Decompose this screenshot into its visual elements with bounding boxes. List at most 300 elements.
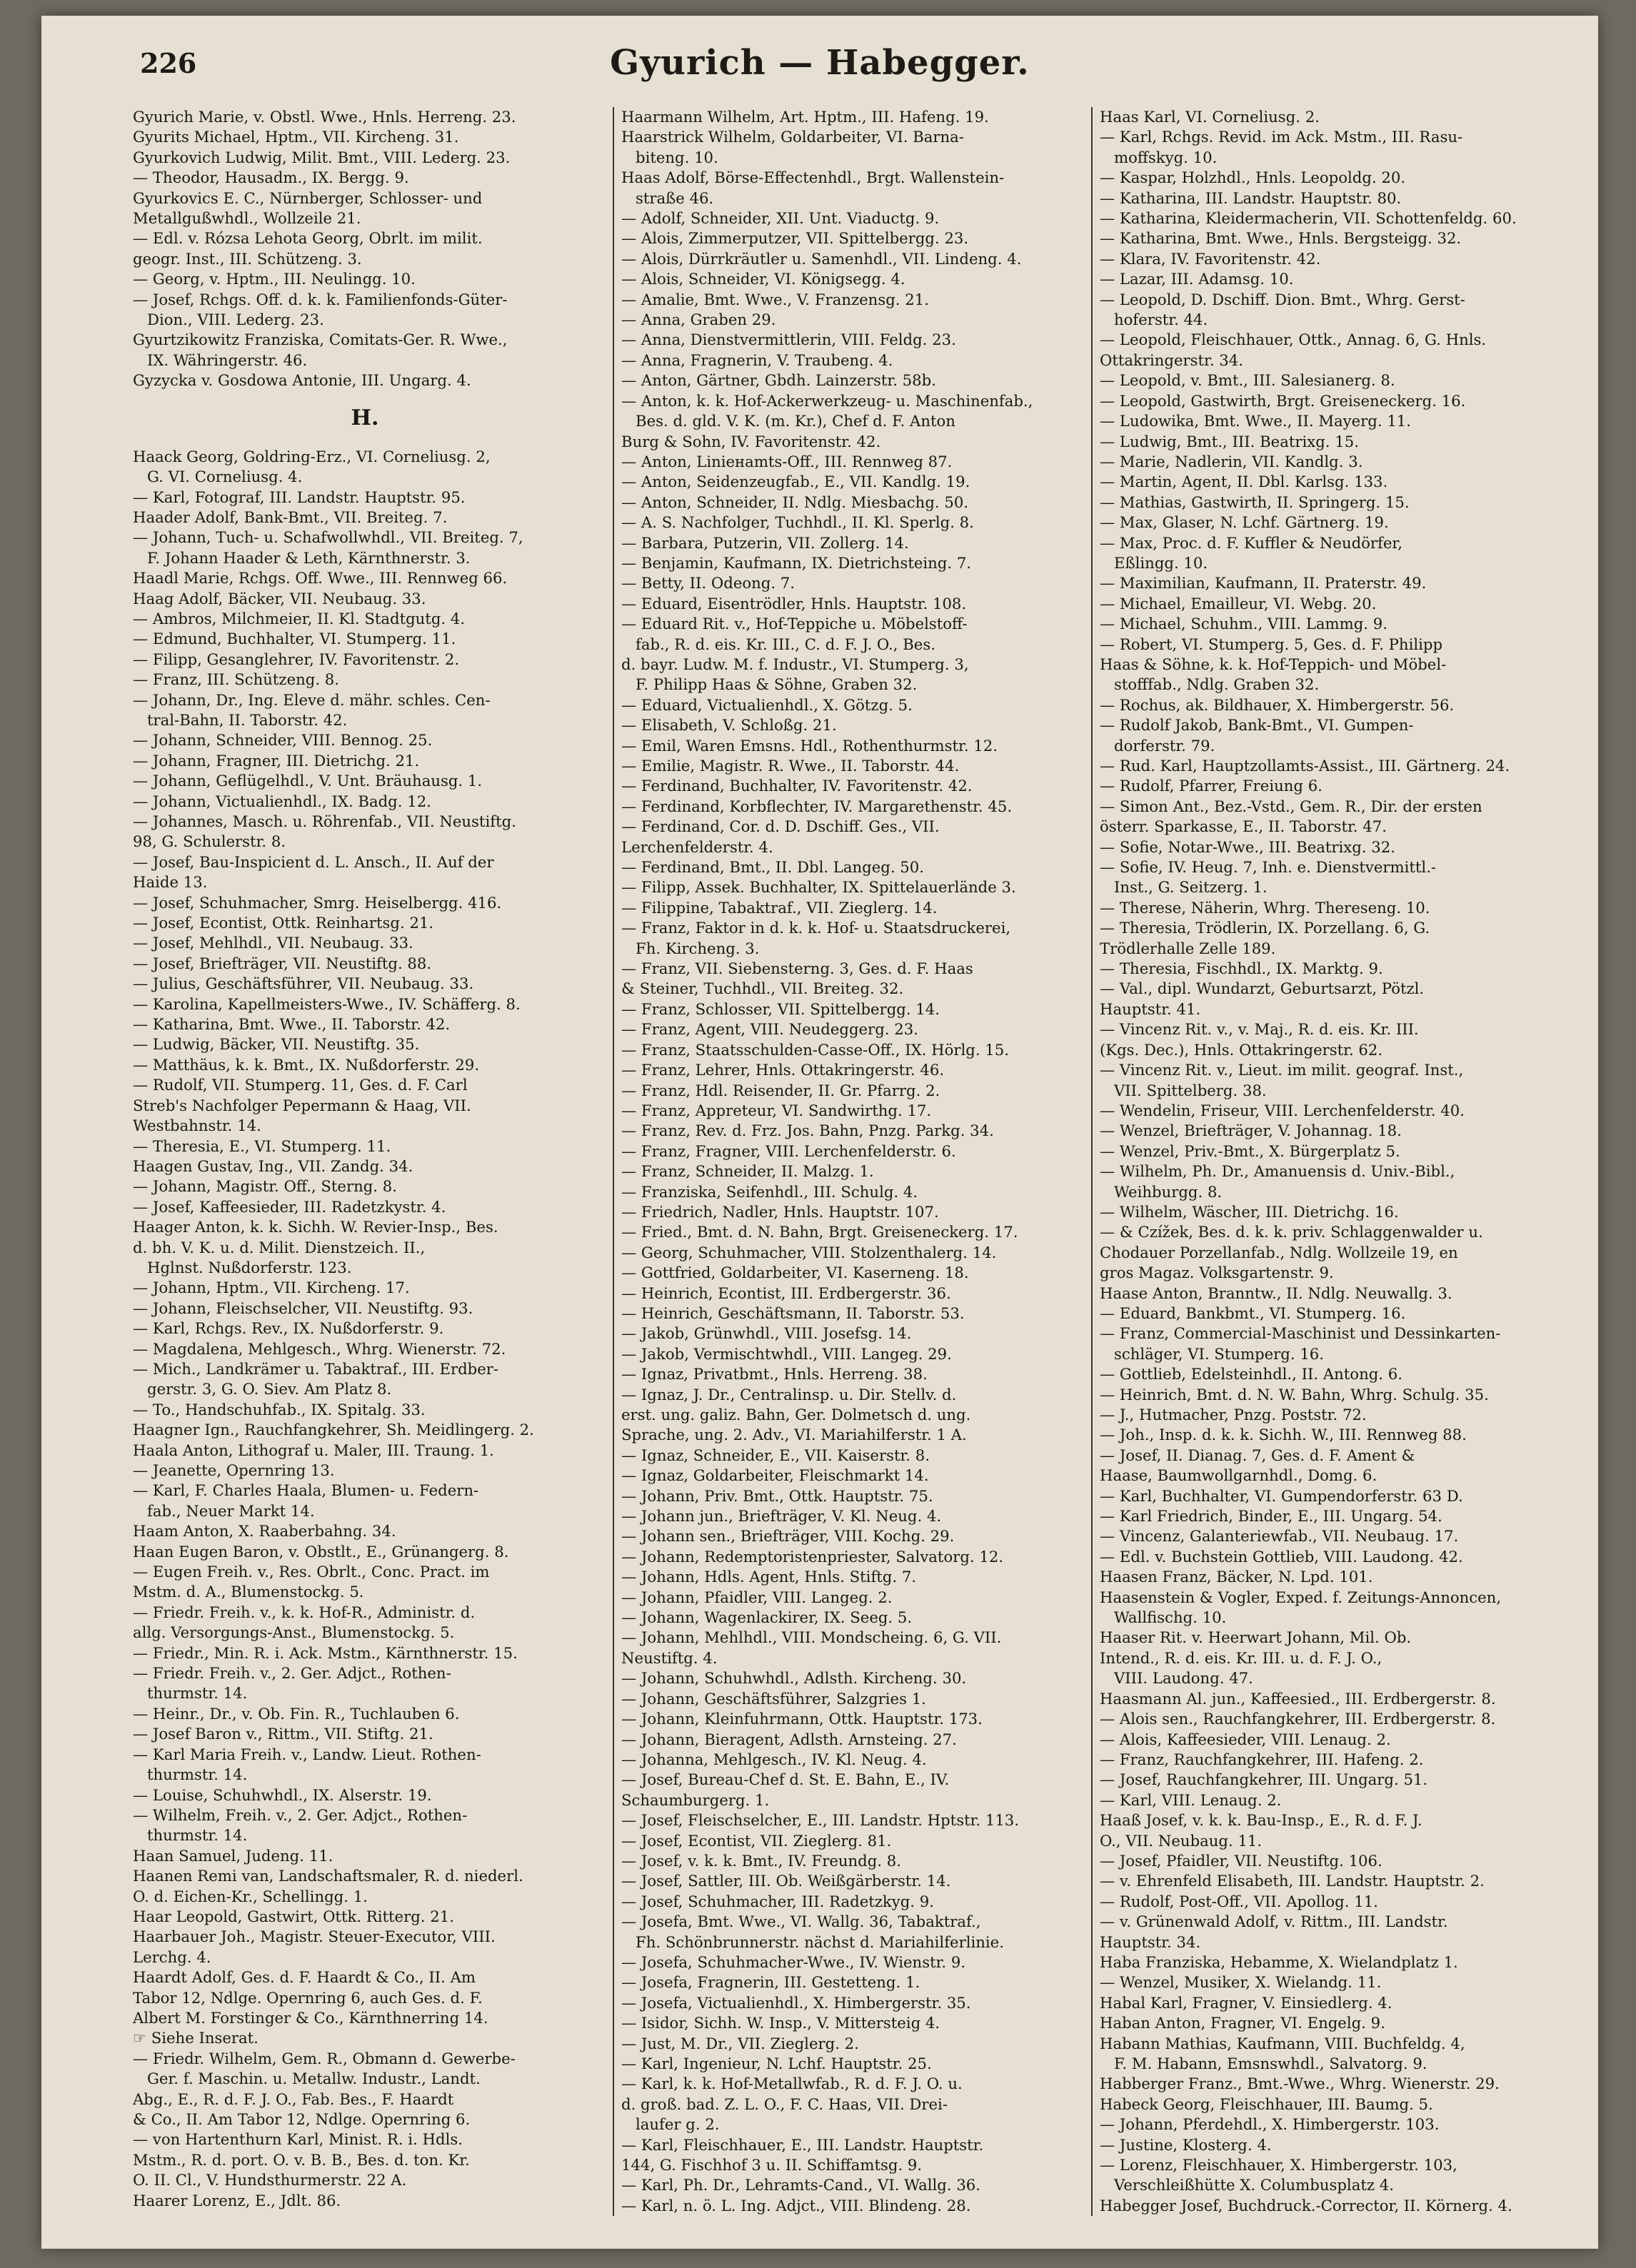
directory-line: Haager Anton, k. k. Sichh. W. Revier-Insp., Bes.	[133, 1218, 498, 1236]
directory-line: — Katharina, Bmt. Wwe., II. Taborstr. 42.	[133, 1015, 451, 1034]
directory-line: — Johann jun., Briefträger, V. Kl. Neug. 4.	[621, 1507, 942, 1526]
directory-line: — Franz, Faktor in d. k. k. Hof- u. Staatsdruckerei,	[621, 919, 1011, 937]
directory-line: Hauptstr. 41.	[1100, 999, 1201, 1018]
directory-line: — Ignaz, Schneider, E., VII. Kaiserstr. 8.	[621, 1446, 930, 1464]
column-right	[1091, 107, 1561, 2216]
directory-line: Haaß Josef, v. k. k. Bau-Insp., E., R. d. F. J.	[1100, 1811, 1422, 1830]
directory-line: — Johanna, Mehlgesch., IV. Kl. Neug. 4.	[621, 1750, 927, 1768]
directory-line: — Eduard, Eisentrödler, Hnls. Hauptstr. 108.	[621, 594, 967, 613]
directory-line: — Johann, Hdls. Agent, Hnls. Stiftg. 7.	[621, 1568, 917, 1586]
directory-line: — Josef, Schuhmacher, Smrg. Heiselbergg. 416.	[133, 893, 502, 912]
directory-line: Haan Samuel, Judeng. 11.	[133, 1846, 333, 1865]
directory-line: — Josef, Kaffeesieder, III. Radetzkystr. 4.	[133, 1197, 446, 1216]
directory-line: — Filipp, Gesanglehrer, IV. Favoritenstr. 2.	[133, 650, 460, 668]
directory-line: Haarer Lorenz, E., Jdlt. 86.	[133, 2191, 341, 2209]
directory-line: — Sofie, Notar-Wwe., III. Beatrixg. 32.	[1100, 837, 1395, 856]
directory-line: 144, G. Fischhof 3 u. II. Schiffamtsg. 9.	[621, 2156, 923, 2174]
directory-line: — Eduard, Bankbmt., VI. Stumperg. 16.	[1100, 1304, 1406, 1322]
directory-line: Haas Karl, VI. Corneliusg. 2.	[1100, 108, 1320, 126]
directory-line: — Josefa, Victualienhdl., X. Himbergerstr. 35.	[621, 1993, 971, 2012]
directory-line: schläger, VI. Stumperg. 16.	[1114, 1344, 1325, 1363]
directory-line: — Ferdinand, Korbflechter, IV. Margarethenstr. 45.	[621, 797, 1013, 815]
directory-line: Haadl Marie, Rchgs. Off. Wwe., III. Rennweg 66.	[133, 569, 508, 588]
directory-line: — Leopold, D. Dschiff. Dion. Bmt., Whrg. Gerst-	[1100, 290, 1465, 308]
directory-line: — Theresia, E., VI. Stumperg. 11.	[133, 1136, 391, 1155]
directory-line: — Josef, Briefträger, VII. Neustiftg. 88.	[133, 954, 432, 972]
directory-line: Haasenstein & Vogler, Exped. f. Zeitungs-Annoncen,	[1100, 1588, 1502, 1606]
directory-line: Fh. Schönbrunnerstr. nächst d. Mariahilferlinie.	[636, 1932, 1004, 1951]
directory-line: — Jakob, Grünwhdl., VIII. Josefsg. 14.	[621, 1324, 912, 1343]
directory-line: — Jeanette, Opernring 13.	[133, 1461, 335, 1479]
directory-line: — Ignaz, Goldarbeiter, Fleischmarkt 14.	[621, 1466, 929, 1485]
directory-line: — Gottlieb, Edelsteinhdl., II. Antong. 6.	[1100, 1365, 1402, 1384]
directory-line: — Johann, Geschäftsführer, Salzgries 1.	[621, 1689, 926, 1708]
directory-line: — Johann, Bieragent, Adlsth. Arnsteing. 27.	[621, 1730, 957, 1748]
directory-line: IX. Währingerstr. 46.	[147, 351, 308, 369]
directory-line: — Theresia, Trödlerin, IX. Porzellang. 6, G.	[1100, 919, 1430, 937]
directory-line: — & Czížek, Bes. d. k. k. priv. Schlaggenwalder u.	[1100, 1223, 1483, 1241]
directory-line: — Rudolf, Pfarrer, Freiung 6.	[1100, 777, 1323, 795]
directory-line: Albert M. Forstinger & Co., Kärnthnerring 14.	[133, 2008, 488, 2027]
directory-line: Metallgußwhdl., Wollzeile 21.	[133, 209, 361, 228]
directory-line: — Benjamin, Kaufmann, IX. Dietrichsteing. 7.	[621, 553, 972, 572]
directory-line: — Rudolf Jakob, Bank-Bmt., VI. Gumpen-	[1100, 716, 1414, 735]
directory-line: — Franziska, Seifenhdl., III. Schulg. 4.	[621, 1182, 918, 1201]
directory-line: Ger. f. Maschin. u. Metallw. Industr., Landt.	[147, 2070, 481, 2088]
directory-line: (Kgs. Dec.), Hnls. Ottakringerstr. 62.	[1100, 1040, 1383, 1059]
page-number: 226	[140, 47, 197, 79]
directory-line: — Elisabeth, V. Schloßg. 21.	[621, 716, 837, 735]
directory-line: 98, G. Schulerstr. 8.	[133, 832, 286, 851]
directory-line: d. bh. V. K. u. d. Milit. Dienstzeich. II.,	[133, 1238, 426, 1256]
directory-line: d. bayr. Ludw. M. f. Industr., VI. Stumperg. 3,	[621, 655, 969, 673]
directory-line: — Katharina, Bmt. Wwe., Hnls. Bergsteigg. 32.	[1100, 229, 1462, 248]
directory-line: Gyurich Marie, v. Obstl. Wwe., Hnls. Herreng. 23.	[133, 108, 516, 126]
directory-line: dorferstr. 79.	[1114, 736, 1215, 755]
directory-line: Hglnst. Nußdorferstr. 123.	[147, 1258, 352, 1276]
directory-line: — Alois, Zimmerputzer, VII. Spittelbergg. 23.	[621, 229, 969, 248]
directory-line: Tabor 12, Ndlge. Opernring 6, auch Ges. d. F.	[133, 1988, 483, 2007]
directory-line: — Josefa, Fragnerin, III. Gestetteng. 1.	[621, 1973, 920, 1992]
directory-line: — Friedrich, Nadler, Hnls. Hauptstr. 107.	[621, 1202, 939, 1221]
directory-line: — Martin, Agent, II. Dbl. Karlsg. 133.	[1100, 473, 1388, 491]
directory-line: Haarstrick Wilhelm, Goldarbeiter, VI. Barna-	[621, 128, 964, 146]
directory-line: — Karl, Fotograf, III. Landstr. Hauptstr. 95.	[133, 488, 466, 506]
directory-line: Verschleißhütte X. Columbusplatz 4.	[1114, 2176, 1394, 2194]
directory-line: Habann Mathias, Kaufmann, VIII. Buchfeldg. 4,	[1100, 2034, 1465, 2052]
directory-line: — Josef, Schuhmacher, III. Radetzkyg. 9.	[621, 1892, 934, 1910]
directory-line: — Josef, Rauchfangkehrer, III. Ungarg. 51.	[1100, 1770, 1428, 1789]
directory-line: — Val., dipl. Wundarzt, Geburtsarzt, Pötzl.	[1100, 979, 1425, 998]
directory-line: — Johann, Kleinfuhrmann, Ottk. Hauptstr. 173.	[621, 1710, 983, 1728]
directory-line: gerstr. 3, G. O. Siev. Am Platz 8.	[147, 1380, 392, 1398]
directory-line: — Karl, Rchgs. Revid. im Ack. Mstm., III. Rasu-	[1100, 128, 1463, 146]
directory-line: ☞ Siehe Inserat.	[133, 2029, 259, 2047]
directory-line: — Heinrich, Bmt. d. N. W. Bahn, Whrg. Schulg. 35.	[1100, 1385, 1489, 1403]
directory-line: — Franz, VII. Siebensterng. 3, Ges. d. F. Haas	[621, 959, 973, 978]
directory-line: — Michael, Emailleur, VI. Webg. 20.	[1100, 594, 1377, 613]
directory-line: — Franz, Rev. d. Frz. Jos. Bahn, Pnzg. Parkg. 34.	[621, 1122, 994, 1140]
directory-line: Trödlerhalle Zelle 189.	[1100, 939, 1276, 957]
directory-line: — Ludwig, Bmt., III. Beatrixg. 15.	[1100, 432, 1359, 450]
directory-line: — Franz, Hdl. Reisender, II. Gr. Pfarrg. 2.	[621, 1081, 940, 1099]
directory-line: gros Magaz. Volksgartenstr. 9.	[1100, 1264, 1334, 1282]
directory-line: — Alois sen., Rauchfangkehrer, III. Erdbergerstr. 8.	[1100, 1710, 1496, 1728]
directory-line: — Kaspar, Holzhdl., Hnls. Leopoldg. 20.	[1100, 168, 1406, 187]
directory-line: Mstm., R. d. port. O. v. B. B., Bes. d. ton. Kr.	[133, 2150, 470, 2169]
directory-line: thurmstr. 14.	[147, 1765, 248, 1784]
directory-line: — Heinr., Dr., v. Ob. Fin. R., Tuchlauben 6.	[133, 1704, 460, 1723]
directory-line: Haam Anton, X. Raaberbahng. 34.	[133, 1522, 396, 1541]
directory-line: VII. Spittelberg. 38.	[1114, 1081, 1267, 1099]
directory-line: — Johann, Wagenlackirer, IX. Seeg. 5.	[621, 1608, 913, 1627]
directory-line: — Robert, VI. Stumperg. 5, Ges. d. F. Philipp	[1100, 635, 1443, 653]
directory-line: — Franz, III. Schützeng. 8.	[133, 670, 340, 689]
directory-line: Haaser Rit. v. Heerwart Johann, Mil. Ob.	[1100, 1628, 1412, 1647]
directory-line: Mstm. d. A., Blumenstockg. 5.	[133, 1583, 364, 1601]
directory-line: — Karl, VIII. Lenaug. 2.	[1100, 1790, 1282, 1809]
directory-line: — Josef, Econtist, Ottk. Reinhartsg. 21.	[133, 914, 434, 932]
directory-line: — von Hartenthurn Karl, Minist. R. i. Hdls.	[133, 2130, 463, 2149]
directory-line: Habeck Georg, Fleischhauer, III. Baumg. 5.	[1100, 2095, 1433, 2113]
directory-line: — Max, Glaser, N. Lchf. Gärtnerg. 19.	[1100, 513, 1389, 532]
directory-line: Haas Adolf, Börse-Effectenhdl., Brgt. Wallenstein-	[621, 168, 1005, 187]
directory-line: Haide 13.	[133, 873, 208, 892]
directory-line: Haasmann Al. jun., Kaffeesied., III. Erdbergerstr. 8.	[1100, 1689, 1496, 1708]
directory-line: Haba Franziska, Hebamme, X. Wielandplatz 1.	[1100, 1952, 1458, 1971]
directory-line: — Max, Proc. d. F. Kuffler & Neudörfer,	[1100, 533, 1402, 552]
directory-line: — Fried., Bmt. d. N. Bahn, Brgt. Greiseneckerg. 17.	[621, 1223, 1018, 1241]
directory-line: — Anna, Graben 29.	[621, 311, 776, 329]
directory-line: Haala Anton, Lithograf u. Maler, III. Traung. 1.	[133, 1441, 494, 1459]
directory-line: — Johann, Schuhwhdl., Adlsth. Kircheng. 30.	[621, 1669, 967, 1688]
directory-line: Haar Leopold, Gastwirt, Ottk. Ritterg. 21.	[133, 1907, 454, 1925]
directory-line: Haader Adolf, Bank-Bmt., VII. Breiteg. 7.	[133, 508, 448, 526]
directory-line: — Josefa, Bmt. Wwe., VI. Wallg. 36, Tabaktraf.,	[621, 1912, 981, 1931]
directory-line: — Josef, Fleischselcher, E., III. Landstr. Hptstr. 113.	[621, 1811, 1020, 1830]
directory-line: Haasen Franz, Bäcker, N. Lpd. 101.	[1100, 1568, 1373, 1586]
directory-line: — Georg, v. Hptm., III. Neulingg. 10.	[133, 270, 416, 288]
directory-line: — Anna, Fragnerin, V. Traubeng. 4.	[621, 351, 893, 369]
directory-line: stofffab., Ndlg. Graben 32.	[1114, 675, 1320, 694]
directory-line: & Steiner, Tuchhdl., VII. Breiteg. 32.	[621, 979, 904, 998]
directory-line: — Johann, Redemptoristenpriester, Salvatorg. 12.	[621, 1547, 1004, 1566]
directory-line: biteng. 10.	[636, 148, 718, 166]
column-left	[133, 107, 597, 2211]
directory-line: — Rudolf, Post-Off., VII. Apollog. 11.	[1100, 1892, 1378, 1910]
directory-line: — Karl, n. ö. L. Ing. Adjct., VIII. Blindeng. 28.	[621, 2196, 971, 2214]
directory-line: — Karl, Fleischhauer, E., III. Landstr. Hauptstr.	[621, 2135, 984, 2154]
directory-line: Gyurtzikowitz Franziska, Comitats-Ger. R. Wwe.,	[133, 331, 508, 349]
directory-line: — Johann, Tuch- u. Schafwollwhdl., VII. Breiteg. 7,	[133, 528, 523, 547]
directory-line: — Johann, Pfaidler, VIII. Langeg. 2.	[621, 1588, 893, 1606]
directory-line: — Johann, Fleischselcher, VII. Neustiftg. 93.	[133, 1299, 473, 1317]
directory-line: — Josef, Mehlhdl., VII. Neubaug. 33.	[133, 934, 413, 952]
directory-line: — Barbara, Putzerin, VII. Zollerg. 14.	[621, 533, 909, 552]
directory-line: — Louise, Schuhwhdl., IX. Alserstr. 19.	[133, 1785, 432, 1804]
directory-line: — Justine, Klosterg. 4.	[1100, 2135, 1272, 2154]
directory-line: — Amalie, Bmt. Wwe., V. Franzensg. 21.	[621, 290, 929, 308]
directory-line: — Josef, Pfaidler, VII. Neustiftg. 106.	[1100, 1851, 1382, 1870]
directory-line: Haan Eugen Baron, v. Obstlt., E., Grünangerg. 8.	[133, 1542, 509, 1561]
directory-line: Gyzycka v. Gosdowa Antonie, III. Ungarg. 4.	[133, 371, 471, 390]
directory-line: — Karl, F. Charles Haala, Blumen- u. Federn-	[133, 1481, 479, 1500]
column-middle	[613, 107, 1083, 2216]
directory-line: — Franz, Staatsschulden-Casse-Off., IX. Hörlg. 15.	[621, 1040, 1010, 1059]
directory-line: — Ignaz, J. Dr., Centralinsp. u. Dir. Stellv. d.	[621, 1385, 957, 1403]
directory-line: — Rochus, ak. Bildhauer, X. Himbergerstr. 56.	[1100, 695, 1455, 714]
directory-line: Habegger Josef, Buchdruck.-Corrector, II. Körnerg. 4.	[1100, 2196, 1512, 2214]
directory-line: Burg & Sohn, IV. Favoritenstr. 42.	[621, 432, 881, 450]
directory-line: — Josef, v. k. k. Bmt., IV. Freundg. 8.	[621, 1851, 901, 1870]
directory-line: — Edmund, Buchhalter, VI. Stumperg. 11.	[133, 630, 456, 648]
directory-line: — Ludwig, Bäcker, VII. Neustiftg. 35.	[133, 1035, 420, 1054]
directory-line: — Wendelin, Friseur, VIII. Lerchenfelderstr. 40.	[1100, 1101, 1465, 1119]
directory-line: — Josef, Rchgs. Off. d. k. k. Familienfonds-Güter-	[133, 290, 508, 308]
directory-line: — Jakob, Vermischtwhdl., VIII. Langeg. 29.	[621, 1344, 952, 1363]
directory-line: — Wilhelm, Freih. v., 2. Ger. Adjct., Rothen-	[133, 1805, 468, 1824]
directory-line: — Johann sen., Briefträger, VIII. Kochg. 29.	[621, 1527, 955, 1546]
directory-line: Gyurits Michael, Hptm., VII. Kircheng. 31.	[133, 128, 459, 146]
directory-line: Intend., R. d. eis. Kr. III. u. d. F. J. O.,	[1100, 1648, 1382, 1667]
directory-line: — Anna, Dienstvermittlerin, VIII. Feldg. 23.	[621, 331, 956, 349]
directory-line: — Wenzel, Musiker, X. Wielandg. 11.	[1100, 1973, 1382, 1992]
directory-line: — Anton, Gärtner, Gbdh. Lainzerstr. 58b.	[621, 371, 936, 390]
directory-line: — Friedr. Freih. v., 2. Ger. Adjct., Rothen-	[133, 1664, 451, 1683]
directory-line: — Emilie, Magistr. R. Wwe., II. Taborstr. 44.	[621, 757, 960, 775]
directory-line: — Franz, Schneider, II. Malzg. 1.	[621, 1162, 874, 1181]
directory-line: Haase, Baumwollgarnhdl., Domg. 6.	[1100, 1466, 1377, 1485]
directory-line: Dion., VIII. Lederg. 23.	[147, 311, 324, 329]
directory-line: Gyurkovics E. C., Nürnberger, Schlosser- und	[133, 188, 483, 207]
directory-line: erst. ung. galiz. Bahn, Ger. Dolmetsch d. ung.	[621, 1406, 971, 1423]
directory-line: — Friedr. Wilhelm, Gem. R., Obmann d. Gewerbe-	[133, 2049, 516, 2067]
directory-line: — Heinrich, Geschäftsmann, II. Taborstr. 53.	[621, 1304, 965, 1322]
section-heading: H.	[351, 405, 379, 430]
directory-line: — A. S. Nachfolger, Tuchhdl., II. Kl. Sperlg. 8.	[621, 513, 974, 532]
directory-page	[41, 16, 1598, 2249]
directory-line: — Wilhelm, Wäscher, III. Dietrichg. 16.	[1100, 1202, 1399, 1221]
directory-line: — Georg, Schuhmacher, VIII. Stolzenthalerg. 14.	[621, 1243, 997, 1261]
directory-line: — Karolina, Kapellmeisters-Wwe., IV. Schäfferg. 8.	[133, 994, 521, 1013]
directory-line: — Karl, Ingenieur, N. Lchf. Hauptstr. 25.	[621, 2055, 932, 2072]
directory-line: — Franz, Agent, VIII. Neudeggerg. 23.	[621, 1020, 918, 1039]
directory-line: — Johann, Geflügelhdl., V. Unt. Bräuhausg. 1.	[133, 772, 483, 790]
directory-line: — Theodor, Hausadm., IX. Bergg. 9.	[133, 168, 409, 187]
directory-line: — Ferdinand, Cor. d. D. Dschiff. Ges., VII.	[621, 817, 940, 836]
directory-line: — v. Grünenwald Adolf, v. Rittm., III. Landstr.	[1100, 1912, 1448, 1931]
directory-line: — Anton, Liniенamts-Off., III. Rennweg 87.	[621, 452, 953, 470]
directory-line: — Heinrich, Econtist, III. Erdbergerstr. 36.	[621, 1284, 951, 1302]
directory-line: Lerchg. 4.	[133, 1947, 211, 1966]
directory-line: — Anton, Seidenzeugfab., E., VII. Kandlg. 19.	[621, 473, 970, 491]
directory-line: O., VII. Neubaug. 11.	[1100, 1831, 1263, 1850]
directory-line: — Lazar, III. Adamsg. 10.	[1100, 270, 1294, 288]
directory-line: — Josef Baron v., Rittm., VII. Stiftg. 21.	[133, 1725, 433, 1743]
directory-line: moffskyg. 10.	[1114, 148, 1218, 166]
directory-line: — Magdalena, Mehlgesch., Whrg. Wienerstr. 72.	[133, 1339, 506, 1358]
directory-line: G. VI. Corneliusg. 4.	[147, 468, 303, 486]
directory-line: — Rudolf, VII. Stumperg. 11, Ges. d. F. Carl	[133, 1076, 468, 1094]
directory-line: — Betty, II. Odeong. 7.	[621, 574, 796, 593]
directory-line: — Ferdinand, Bmt., II. Dbl. Langeg. 50.	[621, 858, 924, 877]
directory-line: Hauptstr. 34.	[1100, 1932, 1201, 1951]
directory-line: Ottakringerstr. 34.	[1100, 351, 1244, 369]
directory-line: — Michael, Schuhm., VIII. Lammg. 9.	[1100, 615, 1387, 633]
directory-line: Haag Adolf, Bäcker, VII. Neubaug. 33.	[133, 589, 426, 608]
directory-line: Haanen Remi van, Landschaftsmaler, R. d. niederl.	[133, 1867, 523, 1885]
directory-line: — Vincenz Rit. v., Lieut. im milit. geograf. Inst.,	[1100, 1061, 1464, 1079]
directory-line: Haardt Adolf, Ges. d. F. Haardt & Co., II. Am	[133, 1968, 476, 1987]
directory-line: — Karl, Rchgs. Rev., IX. Nußdorferstr. 9.	[133, 1319, 444, 1338]
directory-line: fab., R. d. eis. Kr. III., C. d. F. J. O., Bes.	[636, 635, 935, 653]
page-header: Gyurich — Habegger.	[610, 43, 1030, 83]
directory-line: — Matthäus, k. k. Bmt., IX. Nußdorferstr. 29.	[133, 1055, 480, 1074]
directory-line: — Josefa, Schuhmacher-Wwe., IV. Wienstr. 9.	[621, 1952, 966, 1971]
directory-line: Haagen Gustav, Ing., VII. Zandg. 34.	[133, 1156, 413, 1175]
directory-line: Habal Karl, Fragner, V. Einsiedlerg. 4.	[1100, 1993, 1392, 2012]
directory-line: — To., Handschuhfab., IX. Spitalg. 33.	[133, 1400, 426, 1418]
directory-line: fab., Neuer Markt 14.	[147, 1501, 315, 1520]
directory-line: Streb's Nachfolger Pepermann & Haag, VII.	[133, 1096, 471, 1114]
directory-line: — Simon Ant., Bez.-Vstd., Gem. R., Dir. der ersten	[1100, 797, 1482, 815]
directory-line: — Josef, Bureau-Chef d. St. E. Bahn, E., IV.	[621, 1770, 950, 1789]
directory-line: — Rud. Karl, Hauptzollamts-Assist., III. Gärtnerg. 24.	[1100, 757, 1510, 775]
directory-line: — Mich., Landkrämer u. Tabaktraf., III. Erdber-	[133, 1359, 499, 1378]
directory-line: — Vincenz Rit. v., v. Maj., R. d. eis. Kr. III.	[1100, 1020, 1419, 1039]
directory-line: — Johann, Dr., Ing. Eleve d. mähr. schles. Cen-	[133, 690, 491, 709]
directory-line: — Eugen Freih. v., Res. Obrlt., Conc. Pract. im	[133, 1563, 490, 1581]
directory-line: — Wenzel, Priv.-Bmt., X. Bürgerplatz 5.	[1100, 1141, 1400, 1160]
directory-line: — Johann, Victualienhdl., IX. Badg. 12.	[133, 792, 431, 810]
directory-line: — Klara, IV. Favoritenstr. 42.	[1100, 249, 1321, 268]
directory-line: — Ferdinand, Buchhalter, IV. Favoritenstr. 42.	[621, 777, 973, 795]
directory-line: — Leopold, Gastwirth, Brgt. Greiseneckerg. 16.	[1100, 391, 1466, 410]
directory-line: — Johann, Fragner, III. Dietrichg. 21.	[133, 751, 420, 770]
directory-line: laufer g. 2.	[636, 2115, 720, 2134]
directory-line: allg. Versorgungs-Anst., Blumenstockg. 5.	[133, 1623, 455, 1642]
directory-line: thurmstr. 14.	[147, 1684, 248, 1703]
directory-line: geogr. Inst., III. Schützeng. 3.	[133, 249, 362, 268]
directory-line: O. II. Cl., V. Hundsthurmerstr. 22 A.	[133, 2171, 407, 2189]
directory-line: — Franz, Commercial-Maschinist und Dessinkarten-	[1100, 1324, 1501, 1343]
directory-line: — J., Hutmacher, Pnzg. Poststr. 72.	[1100, 1406, 1367, 1423]
directory-line: — Katharina, III. Landstr. Hauptstr. 80.	[1100, 188, 1402, 207]
directory-line: — Therese, Näherin, Whrg. Thereseng. 10.	[1100, 898, 1430, 917]
directory-line: — Friedr. Freih. v., k. k. Hof-R., Administr. d.	[133, 1603, 476, 1621]
directory-line: Eßlingg. 10.	[1114, 553, 1208, 572]
directory-line: österr. Sparkasse, E., II. Taborstr. 47.	[1100, 817, 1387, 836]
directory-line: — Johann, Schneider, VIII. Bennog. 25.	[133, 731, 433, 750]
directory-line: & Co., II. Am Tabor 12, Ndlge. Opernring 6.	[133, 2110, 471, 2128]
directory-line: — Maximilian, Kaufmann, II. Praterstr. 49.	[1100, 574, 1427, 593]
directory-line: — Johann, Priv. Bmt., Ottk. Hauptstr. 75.	[621, 1486, 933, 1505]
directory-line: — Isidor, Sichh. W. Insp., V. Mittersteig 4.	[621, 2014, 940, 2032]
directory-line: — Franz, Fragner, VIII. Lerchenfelderstr. 6.	[621, 1141, 956, 1160]
directory-line: Haack Georg, Goldring-Erz., VI. Corneliusg. 2,	[133, 447, 491, 465]
directory-line: F. Philipp Haas & Söhne, Graben 32.	[636, 675, 918, 694]
directory-line: — Josef, Econtist, VII. Zieglerg. 81.	[621, 1831, 892, 1850]
directory-line: — Vincenz, Galanteriewfab., VII. Neubaug. 17.	[1100, 1527, 1459, 1546]
directory-line: — Emil, Waren Emsns. Hdl., Rothenthurmstr. 12.	[621, 736, 998, 755]
directory-line: — Wilhelm, Ph. Dr., Amanuensis d. Univ.-Bibl.,	[1100, 1162, 1455, 1181]
directory-line: Fh. Kircheng. 3.	[636, 939, 760, 957]
directory-line: — Julius, Geschäftsführer, VII. Neubaug. 33.	[133, 974, 474, 993]
directory-line: — Anton, Schneider, II. Ndlg. Miesbachg. 50.	[621, 493, 969, 511]
directory-line: — Karl Friedrich, Binder, E., III. Ungarg. 54.	[1100, 1507, 1442, 1526]
directory-line: Abg., E., R. d. F. J. O., Fab. Bes., F. Haardt	[133, 2090, 454, 2108]
directory-line: Haas & Söhne, k. k. Hof-Teppich- und Möbel-	[1100, 655, 1447, 673]
directory-line: Gyurkovich Ludwig, Milit. Bmt., VIII. Lederg. 23.	[133, 148, 511, 166]
directory-line: — Karl, Ph. Dr., Lehramts-Cand., VI. Wallg. 36.	[621, 2176, 981, 2194]
directory-line: — Marie, Nadlerin, VII. Kandlg. 3.	[1100, 452, 1363, 470]
directory-line: — Karl Maria Freih. v., Landw. Lieut. Rothen-	[133, 1745, 481, 1763]
directory-line: — Friedr., Min. R. i. Ack. Mstm., Kärnthnerstr. 15.	[133, 1643, 518, 1662]
directory-line: — Filipp, Assek. Buchhalter, IX. Spittelauerlände 3.	[621, 878, 1016, 897]
directory-line: Haban Anton, Fragner, VI. Engelg. 9.	[1100, 2014, 1385, 2032]
directory-line: tral-Bahn, II. Taborstr. 42.	[147, 710, 348, 729]
directory-line: Schaumburgerg. 1.	[621, 1790, 770, 1809]
directory-line: — Wenzel, Briefträger, V. Johannag. 18.	[1100, 1122, 1402, 1140]
directory-line: — Karl, Buchhalter, VI. Gumpendorferstr. 63 D.	[1100, 1486, 1463, 1505]
directory-line: — Alois, Dürrkräutler u. Samenhdl., VII. Lindeng. 4.	[621, 249, 1022, 268]
directory-line: — Franz, Rauchfangkehrer, III. Hafeng. 2.	[1100, 1750, 1424, 1768]
directory-line: — Anton, k. k. Hof-Ackerwerkzeug- u. Maschinenfab.,	[621, 391, 1033, 410]
directory-line: — Eduard, Victualienhdl., X. Götzg. 5.	[621, 695, 913, 714]
directory-line: — Johann, Hptm., VII. Kircheng. 17.	[133, 1279, 410, 1297]
directory-line: — Filippine, Tabaktraf., VII. Zieglerg. 14.	[621, 898, 938, 917]
directory-line: — Gottfried, Goldarbeiter, VI. Kaserneng. 18.	[621, 1264, 969, 1282]
directory-line: d. groß. bad. Z. L. O., F. C. Haas, VII. Drei-	[621, 2095, 948, 2113]
directory-line: Weihburgg. 8.	[1114, 1182, 1223, 1201]
directory-line: — Eduard Rit. v., Hof-Teppiche u. Möbelstoff-	[621, 615, 968, 633]
directory-line: — Alois, Schneider, VI. Königsegg. 4.	[621, 270, 905, 288]
directory-line: — Karl, k. k. Hof-Metallwfab., R. d. F. J. O. u.	[621, 2075, 963, 2093]
directory-line: Haase Anton, Branntw., II. Ndlg. Neuwallg. 3.	[1100, 1284, 1452, 1302]
directory-line: Sprache, ung. 2. Adv., VI. Mariahilferstr. 1 A.	[621, 1426, 967, 1444]
directory-line: O. d. Eichen-Kr., Schellingg. 1.	[133, 1887, 368, 1905]
directory-line: Haarmann Wilhelm, Art. Hptm., III. Hafeng. 19.	[621, 108, 989, 126]
directory-line: — Johann, Pferdehdl., X. Himbergerstr. 103.	[1100, 2115, 1440, 2134]
directory-line: Haagner Ign., Rauchfangkehrer, Sh. Meidlingerg. 2.	[133, 1421, 534, 1439]
directory-line: — Leopold, v. Bmt., III. Salesianerg. 8.	[1100, 371, 1395, 390]
directory-line: — Katharina, Kleidermacherin, VII. Schottenfeldg. 60.	[1100, 209, 1517, 228]
directory-line: hoferstr. 44.	[1114, 311, 1208, 329]
directory-line: — Josef, II. Dianag. 7, Ges. d. F. Ament &	[1100, 1446, 1415, 1464]
directory-line: Chodauer Porzellanfab., Ndlg. Wollzeile 19, en	[1100, 1243, 1458, 1261]
directory-line: — Ambros, Milchmeier, II. Kl. Stadtgutg. 4.	[133, 609, 466, 628]
directory-line: — Johann, Mehlhdl., VIII. Mondscheing. 6, G. VII.	[621, 1628, 1002, 1647]
directory-line: — Alois, Kaffeesieder, VIII. Lenaug. 2.	[1100, 1730, 1391, 1748]
directory-line: VIII. Laudong. 47.	[1114, 1669, 1253, 1688]
directory-line: — Theresia, Fischhdl., IX. Marktg. 9.	[1100, 959, 1383, 978]
directory-line: — Ludowika, Bmt. Wwe., II. Mayerg. 11.	[1100, 412, 1412, 430]
directory-line: — Adolf, Schneider, XII. Unt. Viaductg. 9.	[621, 209, 940, 228]
directory-line: — Leopold, Fleischhauer, Ottk., Annag. 6, G. Hnls.	[1100, 331, 1487, 349]
directory-line: — Franz, Lehrer, Hnls. Ottakringerstr. 46.	[621, 1061, 945, 1079]
directory-line: — Mathias, Gastwirth, II. Springerg. 15.	[1100, 493, 1410, 511]
directory-line: F. M. Habann, Emsnswhdl., Salvatorg. 9.	[1114, 2055, 1427, 2072]
directory-line: — Lorenz, Fleischhauer, X. Himbergerstr. 103,	[1100, 2156, 1457, 2174]
directory-line: — Josef, Sattler, III. Ob. Weißgärberstr. 14.	[621, 1872, 951, 1890]
directory-line: Wallfischg. 10.	[1114, 1608, 1227, 1627]
directory-line: F. Johann Haader & Leth, Kärnthnerstr. 3.	[147, 548, 471, 567]
directory-line: Westbahnstr. 14.	[133, 1117, 261, 1135]
directory-line: — Franz, Appreteur, VI. Sandwirthg. 17.	[621, 1101, 932, 1119]
directory-line: thurmstr. 14.	[147, 1826, 248, 1845]
directory-line: — Joh., Insp. d. k. k. Sichh. W., III. Rennweg 88.	[1100, 1426, 1467, 1444]
directory-line: Neustiftg. 4.	[621, 1648, 718, 1667]
